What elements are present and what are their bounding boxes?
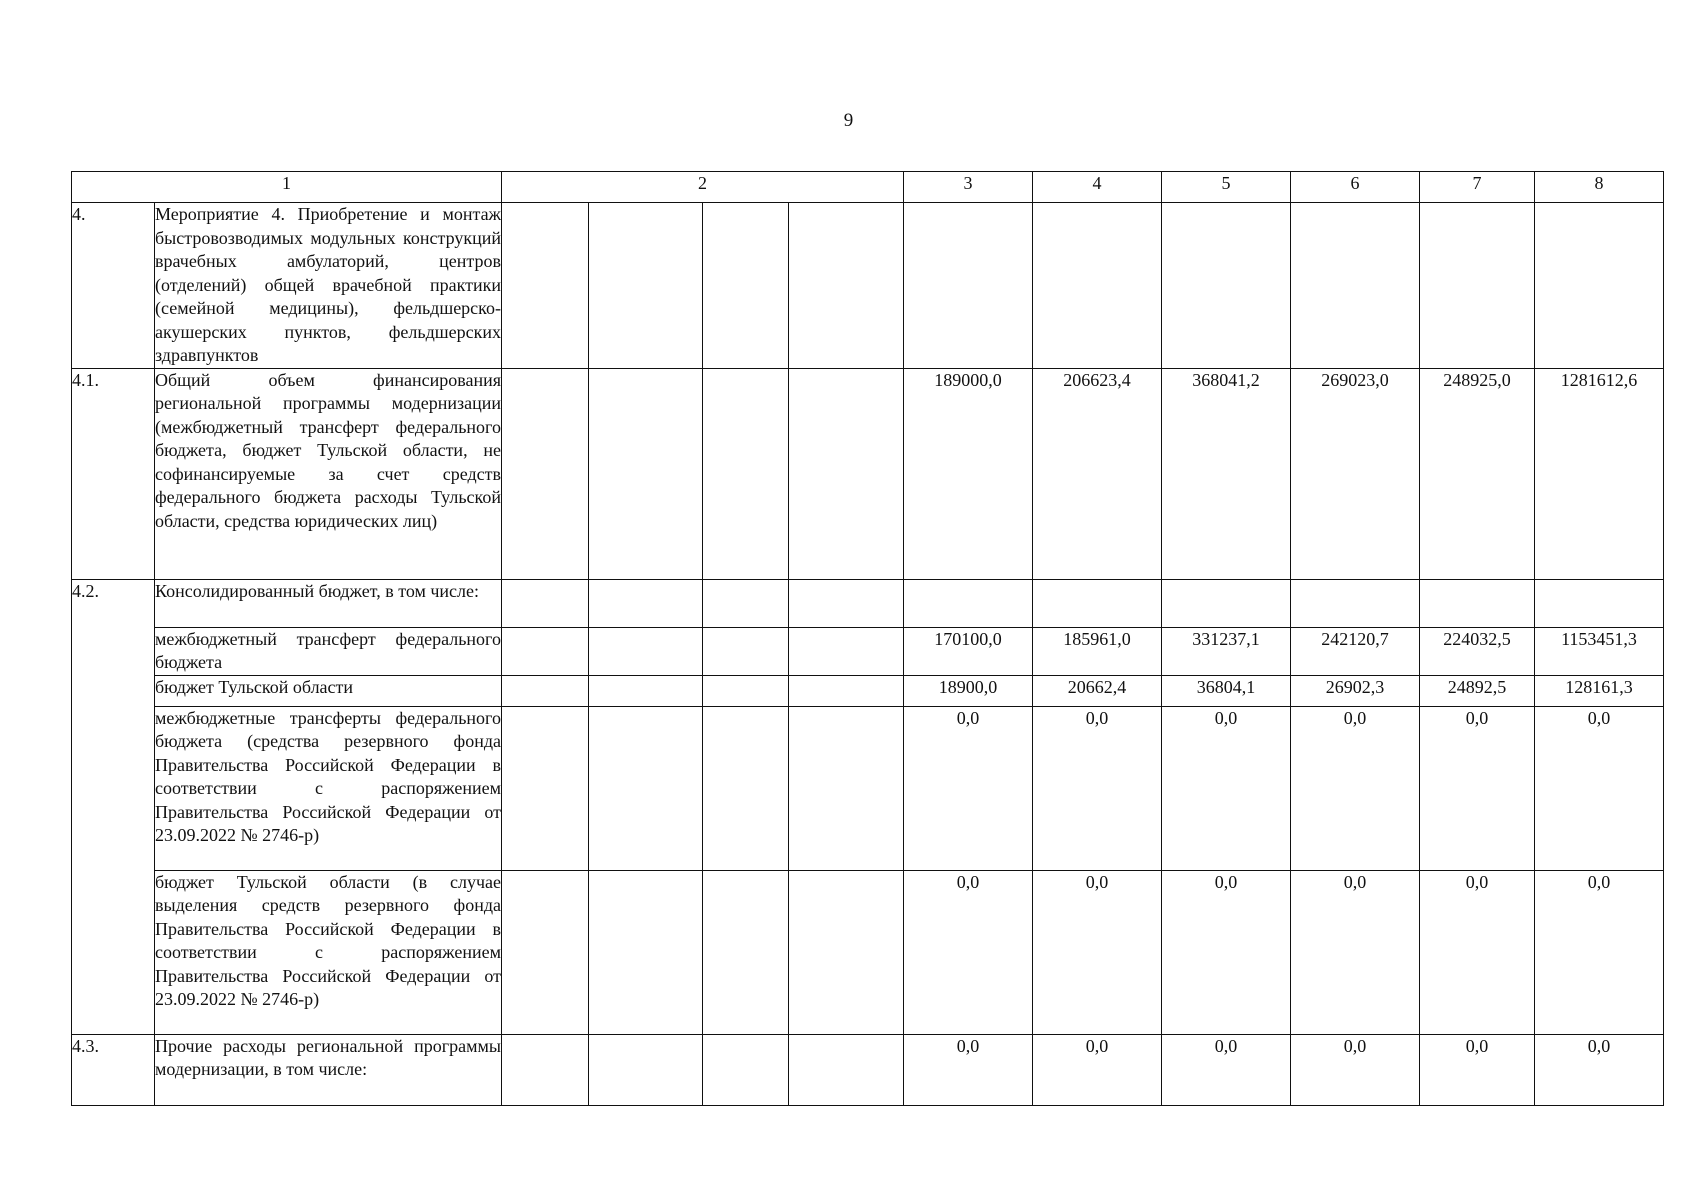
row-description: бюджет Тульской области [155,675,502,706]
value-cell: 1281612,6 [1535,368,1664,579]
value-cell: 0,0 [1291,1034,1420,1105]
empty-cell [502,627,589,675]
empty-cell [502,675,589,706]
value-cell: 331237,1 [1162,627,1291,675]
empty-cell [589,368,703,579]
value-cell: 36804,1 [1162,675,1291,706]
page-number: 9 [843,110,854,131]
row-description: Общий объем финансирования региональной программы модернизации (межбюджетный трансферт федерального бюджета, бюджет Тульской области, не софинансируемые за счет средств федерального бюджета расходы Тульской области, средства юридических лиц) [155,368,502,579]
empty-cell [789,870,904,1034]
row-description: межбюджетный трансферт федерального бюджета [155,627,502,675]
value-cell: 0,0 [1535,1034,1664,1105]
value-cell: 0,0 [1033,1034,1162,1105]
value-cell: 248925,0 [1420,368,1535,579]
empty-cell [502,368,589,579]
value-cell: 0,0 [1420,870,1535,1034]
row-description: бюджет Тульской области (в случае выделения средств резервного фонда Правительства Российской Федерации в соответствии с распоряжением Правительства Российской Федерации от 23.09.2022 № 2746-р) [155,870,502,1034]
value-cell: 0,0 [1162,1034,1291,1105]
value-cell [1033,203,1162,369]
row-number: 4. [72,203,155,369]
value-cell: 18900,0 [904,675,1033,706]
empty-cell [502,1034,589,1105]
empty-cell [703,203,789,369]
table-row [72,203,1664,369]
value-cell: 20662,4 [1033,675,1162,706]
value-cell: 269023,0 [1291,368,1420,579]
column-header: 3 [904,172,1033,203]
table-row [72,368,1664,579]
value-cell: 0,0 [1162,706,1291,870]
value-cell: 128161,3 [1535,675,1664,706]
value-cell: 0,0 [904,1034,1033,1105]
column-header: 1 [72,172,502,203]
value-cell: 189000,0 [904,368,1033,579]
empty-cell [789,706,904,870]
value-cell [1420,203,1535,369]
value-cell: 206623,4 [1033,368,1162,579]
empty-cell [589,203,703,369]
value-cell: 0,0 [1033,706,1162,870]
row-number: 4.3. [72,1034,155,1105]
row-description: Консолидированный бюджет, в том числе: [155,579,502,627]
empty-cell [589,579,703,627]
row-description: Прочие расходы региональной программы модернизации, в том числе: [155,1034,502,1105]
financing-table [71,171,1664,1106]
value-cell: 224032,5 [1420,627,1535,675]
empty-cell [589,1034,703,1105]
empty-cell [789,579,904,627]
table-row [72,870,1664,1034]
column-header: 6 [1291,172,1420,203]
value-cell [1535,203,1664,369]
value-cell [1291,203,1420,369]
empty-cell [703,627,789,675]
empty-cell [789,675,904,706]
value-cell: 0,0 [1535,706,1664,870]
column-header: 8 [1535,172,1664,203]
empty-cell [502,203,589,369]
table-row [72,675,1664,706]
value-cell [1162,203,1291,369]
empty-cell [589,870,703,1034]
value-cell [1291,579,1420,627]
value-cell [904,203,1033,369]
row-number: 4.2. [72,579,155,1034]
empty-cell [703,368,789,579]
table-row [72,1034,1664,1105]
value-cell: 368041,2 [1162,368,1291,579]
value-cell: 0,0 [1420,706,1535,870]
empty-cell [703,675,789,706]
column-header: 7 [1420,172,1535,203]
table-row [72,579,1664,627]
empty-cell [502,706,589,870]
value-cell: 0,0 [904,870,1033,1034]
empty-cell [789,203,904,369]
empty-cell [589,627,703,675]
value-cell: 0,0 [1291,706,1420,870]
empty-cell [502,870,589,1034]
column-header: 2 [502,172,904,203]
empty-cell [789,627,904,675]
table-row [72,706,1664,870]
empty-cell [789,368,904,579]
value-cell [1162,579,1291,627]
value-cell: 170100,0 [904,627,1033,675]
empty-cell [502,579,589,627]
value-cell: 185961,0 [1033,627,1162,675]
value-cell: 0,0 [1420,1034,1535,1105]
row-description: Мероприятие 4. Приобретение и монтаж быстровозводимых модульных конструкций врачебных амбулаторий, центров (отделений) общей врачебной практики (семейной медицины), фельдшерско-акушерских пунктов, фельдшерских здравпунктов [155,203,502,369]
value-cell: 242120,7 [1291,627,1420,675]
empty-cell [589,706,703,870]
value-cell: 24892,5 [1420,675,1535,706]
value-cell [1033,579,1162,627]
value-cell: 0,0 [1291,870,1420,1034]
value-cell [1535,579,1664,627]
empty-cell [703,706,789,870]
row-description: межбюджетные трансферты федерального бюджета (средства резервного фонда Правительства Российской Федерации в соответствии с распоряжением Правительства Российской Федерации от 23.09.2022 № 2746-р) [155,706,502,870]
value-cell: 0,0 [904,706,1033,870]
empty-cell [589,675,703,706]
empty-cell [789,1034,904,1105]
value-cell: 0,0 [1162,870,1291,1034]
column-header: 5 [1162,172,1291,203]
value-cell [904,579,1033,627]
empty-cell [703,870,789,1034]
value-cell: 26902,3 [1291,675,1420,706]
value-cell: 1153451,3 [1535,627,1664,675]
header-row [72,172,1664,203]
value-cell [1420,579,1535,627]
value-cell: 0,0 [1535,870,1664,1034]
column-header: 4 [1033,172,1162,203]
row-number: 4.1. [72,368,155,579]
value-cell: 0,0 [1033,870,1162,1034]
table-row [72,627,1664,675]
empty-cell [703,579,789,627]
empty-cell [703,1034,789,1105]
